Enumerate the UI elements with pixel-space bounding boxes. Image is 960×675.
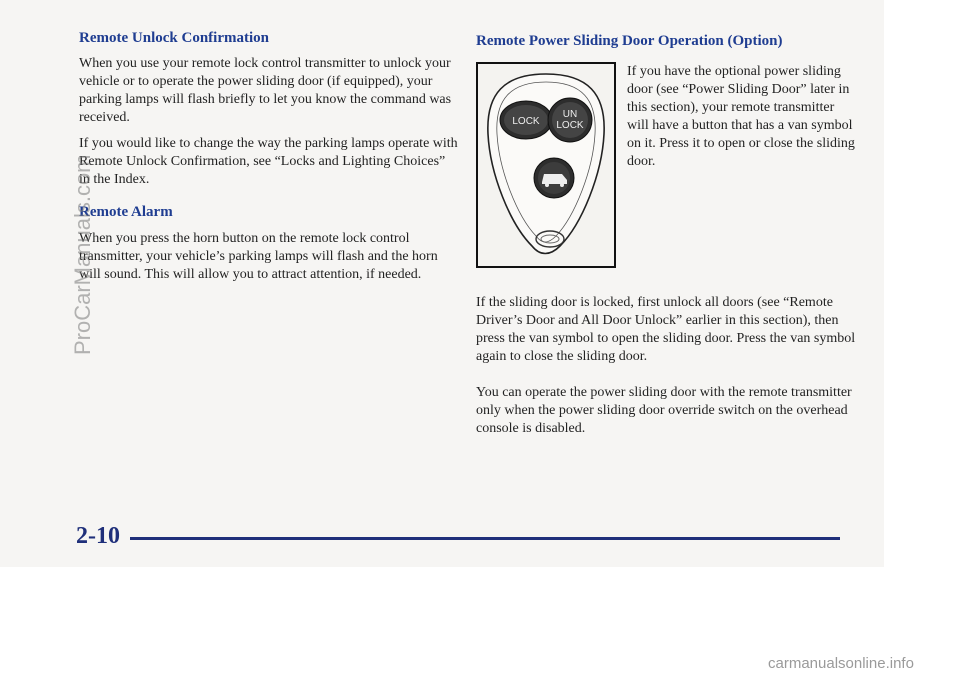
unlock-button-label-1: UN bbox=[562, 109, 578, 120]
lock-button-label: LOCK bbox=[512, 116, 540, 127]
remote-alarm-paragraph: When you press the horn button on the remote lock control transmitter, your vehicle’s parking lamps will flash and the horn will sound. This will allow you to attract attention, if needed. bbox=[79, 231, 438, 282]
remote-alarm-heading: Remote Alarm bbox=[79, 204, 173, 220]
sliding-door-side-text: If you have the optional power sliding door (see “Power Sliding Door” later in this section), your remote transmitter will have a button that has a van symbol on it. Press it to open or close the sliding door. bbox=[627, 64, 855, 169]
van-button-icon bbox=[534, 158, 574, 198]
footer-rule bbox=[130, 537, 840, 540]
unlock-button-label-2: LOCK bbox=[556, 120, 584, 131]
remote-unlock-paragraph-1: When you use your remote lock control transmitter to unlock your vehicle or to operate the power sliding door (if equipped), your parking lamps will flash briefly to let you know the command was received. bbox=[79, 56, 452, 125]
sliding-door-paragraph-1: If the sliding door is locked, first unlock all doors (see “Remote Driver’s Door and All Door Unlock” earlier in this section), then press the van symbol to open the sliding door. Press the van symbol again to close the sliding door. bbox=[476, 295, 856, 364]
sliding-door-heading: Remote Power Sliding Door Operation (Option) bbox=[476, 33, 783, 49]
unlock-button-icon bbox=[548, 98, 592, 142]
side-watermark: ProCarManuals.com bbox=[70, 154, 95, 355]
bottom-watermark: carmanualsonline.info bbox=[768, 655, 914, 672]
page-number: 2-10 bbox=[76, 523, 120, 549]
remote-unlock-heading: Remote Unlock Confirmation bbox=[79, 30, 269, 46]
remote-transmitter-figure bbox=[476, 62, 616, 268]
remote-unlock-paragraph-2: If you would like to change the way the parking lamps operate with Remote Unlock Confirmation, see “Locks and Lighting Choices” in the Index. bbox=[79, 136, 458, 187]
sliding-door-paragraph-2: You can operate the power sliding door with the remote transmitter only when the power sliding door override switch on the overhead console is disabled. bbox=[476, 385, 852, 436]
key-fob-illustration bbox=[478, 64, 614, 266]
lock-button-icon bbox=[500, 101, 552, 139]
